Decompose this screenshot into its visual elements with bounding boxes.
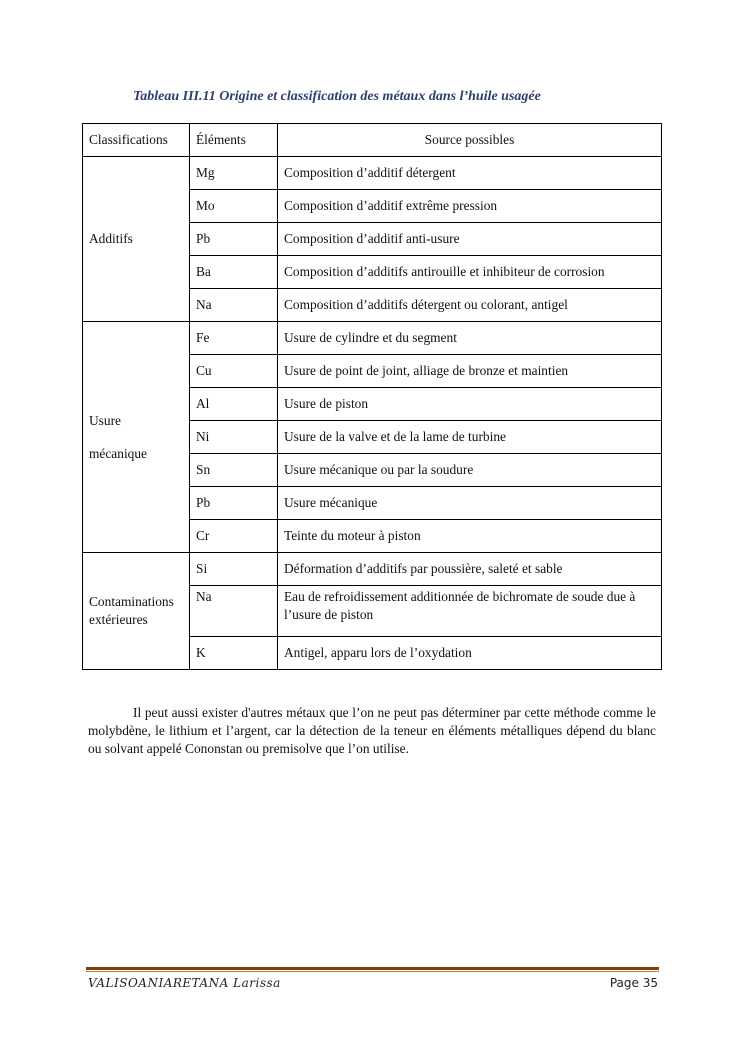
source-cell: Déformation d’additifs par poussière, saleté et sable [278,553,662,586]
source-cell: Usure de la valve et de la lame de turbine [278,421,662,454]
table-row [83,553,662,586]
source-cell: Composition d’additifs détergent ou colorant, antigel [278,289,662,322]
element-cell: Na [190,289,278,322]
header-element: Éléments [190,124,278,157]
classification-cell-usure-mecanique [83,322,190,553]
element-cell: Pb [190,223,278,256]
source-cell: Composition d’additif anti-usure [278,223,662,256]
source-cell: Eau de refroidissement additionnée de bichromate de soude due à l’usure de piston [278,586,662,637]
classification-label: Usure [89,412,121,428]
classification-label: Contaminations [89,594,174,609]
element-cell: Mg [190,157,278,190]
body-paragraph [88,704,656,758]
element-cell: K [190,637,278,670]
header-source: Source possibles [278,124,662,157]
element-cell: Sn [190,454,278,487]
element-cell: Na [190,586,278,637]
element-cell: Cu [190,355,278,388]
source-cell: Composition d’additif extrême pression [278,190,662,223]
source-cell: Usure de point de joint, alliage de bronze et maintien [278,355,662,388]
element-cell: Ba [190,256,278,289]
classification-cell-additifs [83,157,190,322]
source-cell: Usure mécanique ou par la soudure [278,454,662,487]
source-cell: Composition d’additifs antirouille et inhibiteur de corrosion [278,256,662,289]
metals-table [82,123,662,670]
source-cell: Composition d’additif détergent [278,157,662,190]
footer-rule-thin [86,971,659,972]
footer-rule [86,967,659,970]
source-cell: Usure de cylindre et du segment [278,322,662,355]
element-cell: Mo [190,190,278,223]
element-cell: Al [190,388,278,421]
element-cell: Pb [190,487,278,520]
header-classification: Classifications [83,124,190,157]
footer-author: VALISOANIARETANA Larissa [88,976,281,990]
source-cell: Usure mécanique [278,487,662,520]
table-row [83,157,662,190]
classification-cell-contaminations [83,553,190,670]
table-caption: Tableau III.11 Origine et classification des métaux dans l’huile usagée [133,89,541,104]
source-cell: Usure de piston [278,388,662,421]
classification-label: mécanique [89,445,147,461]
source-cell: Antigel, apparu lors de l’oxydation [278,637,662,670]
element-cell: Si [190,553,278,586]
paragraph-text: Il peut aussi exister d'autres métaux que l’on ne peut pas déterminer par cette méthode comme le molybdène, le lithium et l’argent, car la détection de la teneur en éléments métalliques dépend du blanc ou solvant appelé Cononstan ou premisolve que l’on utilise. [88,705,656,756]
footer-page-number: Page 35 [609,976,658,990]
source-cell: Teinte du moteur à piston [278,520,662,553]
classification-label: extérieures [89,612,148,627]
table-header-row [83,124,662,157]
table-row [83,322,662,355]
element-cell: Fe [190,322,278,355]
element-cell: Cr [190,520,278,553]
classification-label: Additifs [89,231,133,246]
element-cell: Ni [190,421,278,454]
